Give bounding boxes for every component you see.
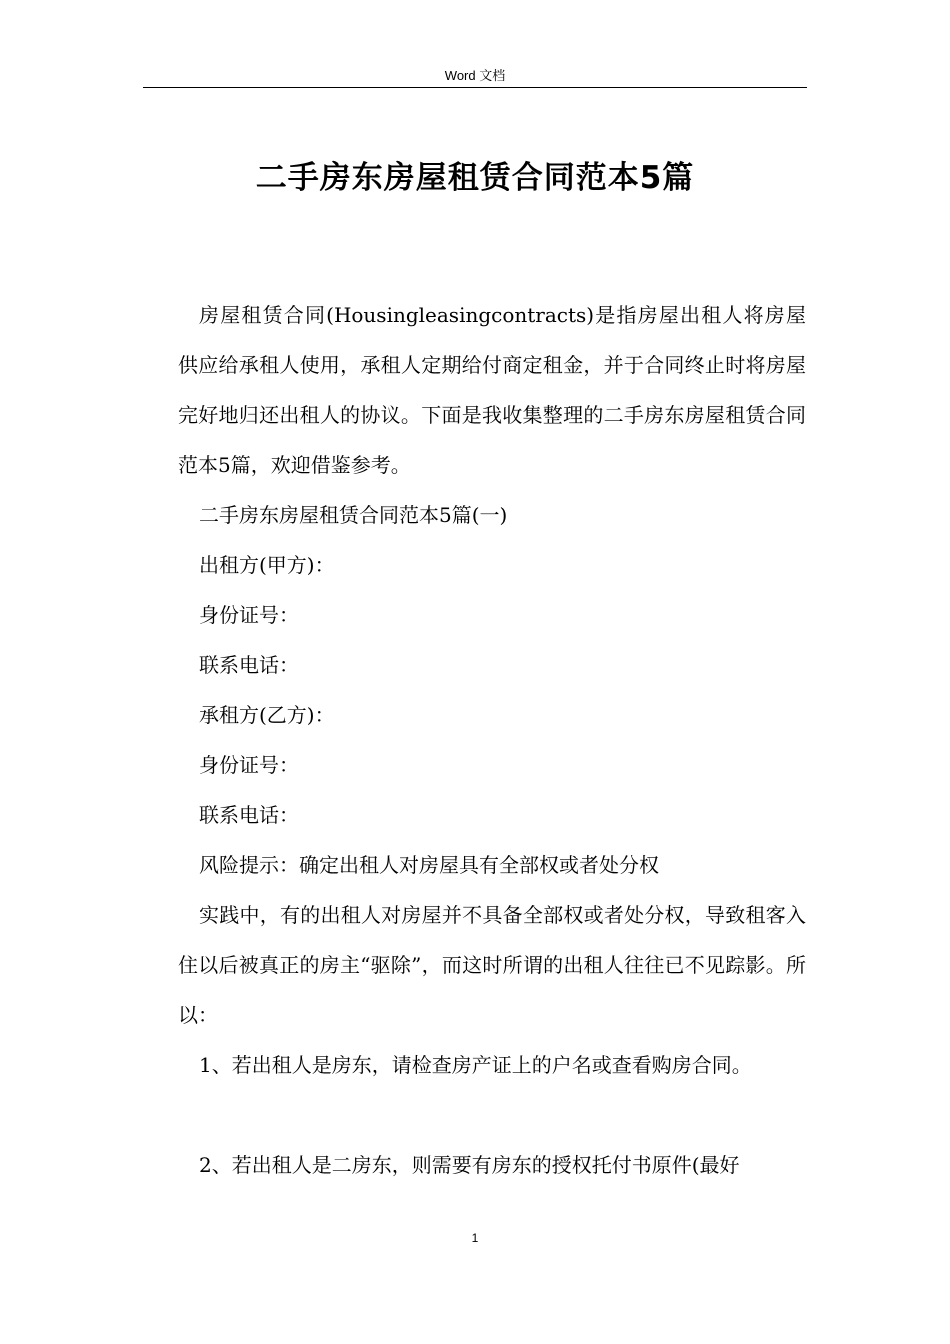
lessor-label: 出租方(甲方)： xyxy=(199,553,335,577)
list-item-2: 2、若出租人是二房东，则需要有房东的授权托付书原件(最好 xyxy=(199,1153,740,1177)
page-number: 1 xyxy=(471,1231,479,1245)
intro-paragraph: 房屋租赁合同(Housingleasingcontracts)是指房屋出租人将房屋供应给承租人使用，承租人定期给付商定租金，并于合同终止时将房屋完好地归还出租人的协议。下面是我收集整理的二手房东房屋租赁合同范本5篇，欢迎借鉴参考。 xyxy=(178,303,806,477)
lessee-label: 承租方(乙方)： xyxy=(199,703,335,727)
paragraph-spacer xyxy=(178,1090,806,1140)
risk-notice: 风险提示：确定出租人对房屋具有全部权或者处分权 xyxy=(199,853,659,877)
lessee-phone-label: 联系电话： xyxy=(199,803,299,827)
document-body xyxy=(178,290,806,1190)
page-header: Word 文档 xyxy=(444,68,506,83)
section-heading: 二手房东房屋租赁合同范本5篇(一) xyxy=(199,503,508,527)
list-item-1: 1、若出租人是房东，请检查房产证上的户名或查看购房合同。 xyxy=(199,1053,752,1077)
lessee-id-label: 身份证号： xyxy=(199,753,299,777)
risk-explanation: 实践中，有的出租人对房屋并不具备全部权或者处分权，导致租客入住以后被真正的房主“驱除”，而这时所谓的出租人往往已不见踪影。所以： xyxy=(178,903,806,1027)
header-divider xyxy=(143,87,807,88)
lessor-phone-label: 联系电话： xyxy=(199,653,299,677)
document-title: 二手房东房屋租赁合同范本5篇 xyxy=(255,160,695,196)
lessor-id-label: 身份证号： xyxy=(199,603,299,627)
